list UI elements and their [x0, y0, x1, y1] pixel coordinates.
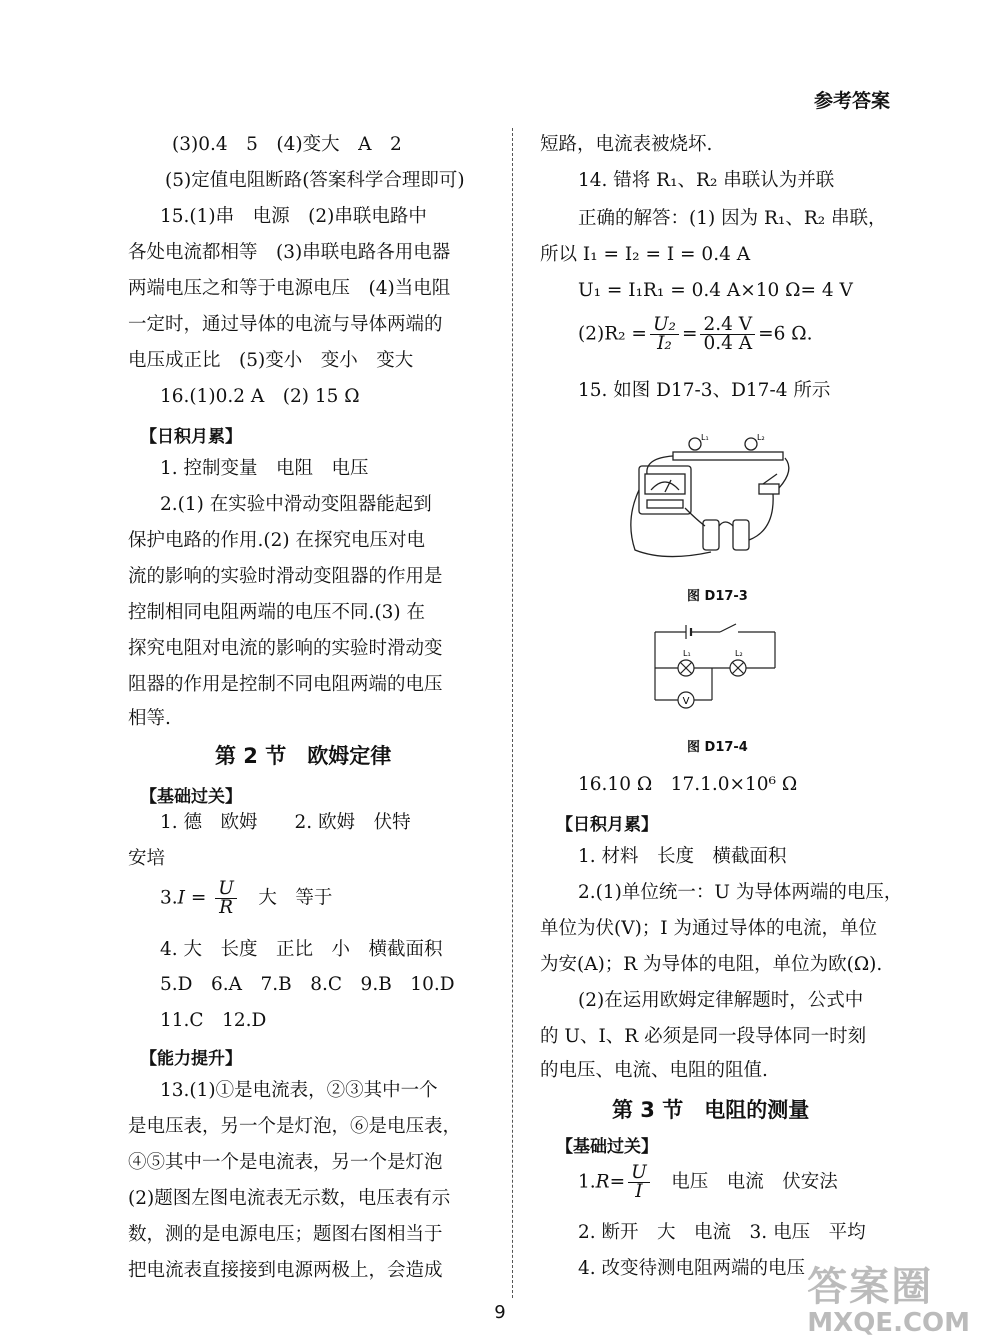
fraction-numerator: U₂: [652, 314, 676, 335]
section-tag: 【能力提升】: [140, 1049, 242, 1069]
formula-line: [578, 316, 813, 353]
text-line: 2.(1) 在实验中滑动变阻器能起到: [160, 494, 432, 515]
text-line: 两端电压之和等于电源电压 (4)当电阻: [128, 278, 451, 299]
text-line: 探究电阻对电流的影响的实验时滑动变: [128, 638, 443, 659]
formula-equals: =: [681, 323, 698, 345]
text-line: 单位为伏(V)；I 为通过导体的电流，单位: [540, 918, 877, 939]
watermark-logo: [807, 1255, 970, 1338]
formula-suffix: =6 Ω.: [758, 323, 813, 345]
text-line: 流的影响的实验时滑动变阻器的作用是: [128, 566, 443, 587]
text-line: 所以 I₁ = I₂ = I = 0.4 A: [540, 244, 751, 265]
switch: [759, 484, 779, 494]
switch-symbol: [720, 624, 736, 632]
formula-equals: =: [184, 887, 213, 909]
column-divider: [512, 128, 513, 1298]
text-line: 2.(1)单位统一：U 为导体两端的电压，: [578, 882, 903, 903]
battery: [703, 520, 719, 550]
circuit-photo-figure: [625, 430, 805, 570]
text-line: 保护电路的作用.(2) 在探究电压对电: [128, 530, 425, 551]
fraction: [650, 316, 679, 353]
fraction-denominator: I: [635, 1181, 643, 1202]
formula-prefix: 3.: [160, 887, 178, 909]
formula-variable: I: [177, 887, 185, 909]
text-line: 为安(A)；R 为导体的电阻，单位为欧(Ω).: [540, 954, 883, 975]
text-line: 控制相同电阻两端的电压不同.(3) 在: [128, 602, 425, 623]
text-line: 1. 德 欧姆 2. 欧姆 伏特: [160, 812, 411, 833]
text-line: 把电流表直接接到电源两极上，会造成: [128, 1260, 443, 1281]
fraction-denominator: 0.4 A: [703, 333, 753, 354]
fraction: [700, 316, 755, 353]
text-line: (3)0.4 5 (4)变大 A 2: [172, 134, 402, 155]
bulb-l2: [745, 438, 757, 450]
text-line: 14. 错将 R₁、R₂ 串联认为并联: [578, 170, 835, 191]
bulb-board: [673, 452, 783, 460]
text-line: 16.10 Ω 17.1.0×10⁶ Ω: [578, 774, 798, 795]
text-line: (5)定值电阻断路(答案科学合理即可): [165, 170, 465, 191]
fraction-numerator: 2.4 V: [700, 316, 755, 335]
formula-variable: R: [595, 1171, 610, 1193]
fraction-denominator: I₂: [657, 333, 672, 354]
text-line: 的电压、电流、电阻的阻值.: [540, 1060, 768, 1081]
text-line: (2)在运用欧姆定律解题时，公式中: [578, 990, 864, 1011]
text-line: 电压成正比 (5)变小 变小 变大: [128, 350, 414, 371]
figure-label-l2: L₂: [735, 649, 743, 658]
fraction: [215, 880, 237, 917]
watermark-main-text: 答案圈: [807, 1264, 934, 1310]
bulb-l1: [689, 438, 701, 450]
formula-line: [160, 880, 332, 917]
text-line: 2. 断开 大 电流 3. 电压 平均: [578, 1222, 866, 1243]
text-line: 各处电流都相等 (3)串联电路各用电器: [128, 242, 451, 263]
text-line: 11.C 12.D: [160, 1010, 267, 1031]
section-title: 第 3 节 电阻的测量: [612, 1098, 810, 1122]
fraction: [628, 1164, 650, 1201]
text-line: 是电压表，另一个是灯泡，⑥是电压表，: [128, 1116, 462, 1137]
page-number: 9: [494, 1302, 506, 1323]
text-line: 16.(1)0.2 A (2) 15 Ω: [160, 386, 360, 407]
figure-caption: 图 D17-4: [687, 740, 748, 755]
watermark-sub-text: MXQE.COM: [807, 1308, 970, 1338]
text-line: 13.(1)①是电流表，②③其中一个: [160, 1080, 438, 1101]
text-line: 4. 改变待测电阻两端的电压: [578, 1258, 806, 1279]
text-line: 15. 如图 D17-3、D17-4 所示: [578, 380, 831, 401]
text-line: 5.D 6.A 7.B 8.C 9.B 10.D: [160, 974, 455, 995]
section-tag: 【基础过关】: [556, 1137, 658, 1157]
formula-prefix: (2)R₂ =: [578, 323, 647, 345]
figure-label-l2: L₂: [757, 433, 765, 442]
formula-prefix: 1.: [578, 1171, 596, 1193]
text-line: (2)题图左图电流表无示数，电压表有示: [128, 1188, 451, 1209]
text-line: 1. 材料 长度 横截面积: [578, 846, 787, 867]
section-title: 第 2 节 欧姆定律: [215, 744, 392, 768]
fraction-denominator: R: [219, 897, 233, 918]
circuit-schematic-figure: [650, 620, 780, 710]
text-line: 一定时，通过导体的电流与导体两端的: [128, 314, 443, 335]
text-line: 短路，电流表被烧坏.: [540, 134, 713, 155]
battery: [733, 520, 749, 550]
text-line: 安培: [128, 848, 166, 869]
text-line: 数，测的是电源电压；题图右图相当于: [128, 1224, 443, 1245]
formula-suffix: 大 等于: [239, 887, 333, 909]
text-line: 4. 大 长度 正比 小 横截面积: [160, 939, 443, 960]
page-header: 参考答案: [813, 90, 890, 112]
text-line: U₁ = I₁R₁ = 0.4 A×10 Ω= 4 V: [578, 280, 853, 301]
text-line: 15.(1)串 电源 (2)串联电路中: [160, 206, 427, 227]
text-line: 1. 控制变量 电阻 电压: [160, 458, 369, 479]
text-line: 的 U、I、R 必须是同一段导体同一时刻: [540, 1026, 867, 1047]
section-tag: 【日积月累】: [140, 427, 242, 447]
formula-line: [578, 1164, 838, 1201]
fraction-numerator: U: [631, 1162, 647, 1183]
figure-label-l1: L₁: [701, 433, 709, 442]
figure-label-l1: L₁: [683, 649, 691, 658]
formula-suffix: 电压 电流 伏安法: [652, 1171, 838, 1193]
formula-equals: =: [609, 1171, 626, 1193]
figure-caption: 图 D17-3: [687, 589, 748, 604]
section-tag: 【基础过关】: [140, 787, 242, 807]
text-line: 正确的解答：(1) 因为 R₁、R₂ 串联，: [578, 208, 887, 229]
voltmeter-label: V: [682, 696, 690, 707]
text-line: 阻器的作用是控制不同电阻两端的电压: [128, 674, 443, 695]
text-line: ④⑤其中一个是电流表，另一个是灯泡: [128, 1152, 443, 1173]
fraction-numerator: U: [218, 878, 234, 899]
section-tag: 【日积月累】: [556, 815, 658, 835]
text-line: 相等.: [128, 708, 171, 729]
